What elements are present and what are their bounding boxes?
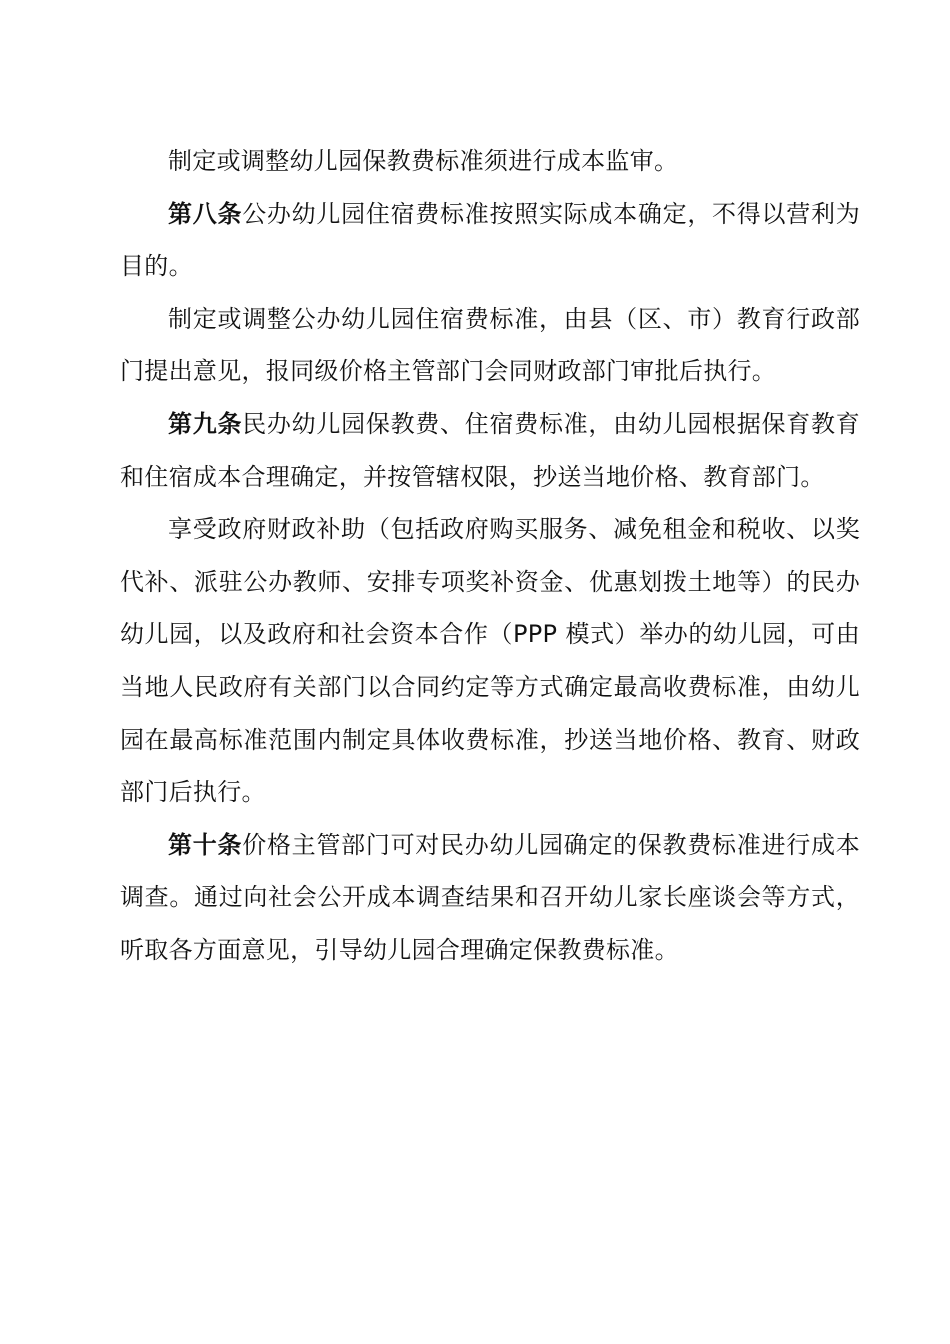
paragraph-text: 公办幼儿园住宿费标准按照实际成本确定，不得以营利为目的。 [120, 199, 861, 281]
article-10 [120, 819, 860, 977]
article-9 [120, 398, 860, 503]
article-heading: 第九条 [168, 409, 243, 438]
paragraph-3 [120, 293, 860, 398]
paragraph-text: 制定或调整公办幼儿园住宿费标准，由县（区、市）教育行政部门提出意见，报同级价格主管部门会同财政部门审批后执行。 [120, 304, 860, 386]
paragraph-text: 制定或调整幼儿园保教费标准须进行成本监审。 [168, 147, 679, 175]
paragraph-text: 享受政府财政补助（包括政府购买服务、减免租金和税收、以奖代补、派驻公办教师、安排专项奖补资金、优惠划拨土地等）的民办幼儿园，以及政府和社会资本合作（PPP 模式）举办的幼儿园，可由当地人民政府有关部门以合同约定等方式确定最高收费标准，由幼儿园在最高标准范围内制定具体收费标准，抄送当地价格、教育、财政部门后执行。 [120, 515, 860, 807]
paragraph-5 [120, 503, 860, 819]
paragraph-text: 价格主管部门可对民办幼儿园确定的保教费标准进行成本调查。通过向社会公开成本调查结果和召开幼儿家长座谈会等方式，听取各方面意见，引导幼儿园合理确定保教费标准。 [120, 830, 861, 964]
paragraph-text: 民办幼儿园保教费、住宿费标准，由幼儿园根据保育教育和住宿成本合理确定，并按管辖权限，抄送当地价格、教育部门。 [120, 409, 861, 491]
article-heading: 第十条 [168, 830, 243, 859]
article-8 [120, 188, 860, 293]
paragraph-1 [120, 135, 860, 188]
article-heading: 第八条 [168, 199, 243, 228]
document-body [120, 135, 860, 977]
